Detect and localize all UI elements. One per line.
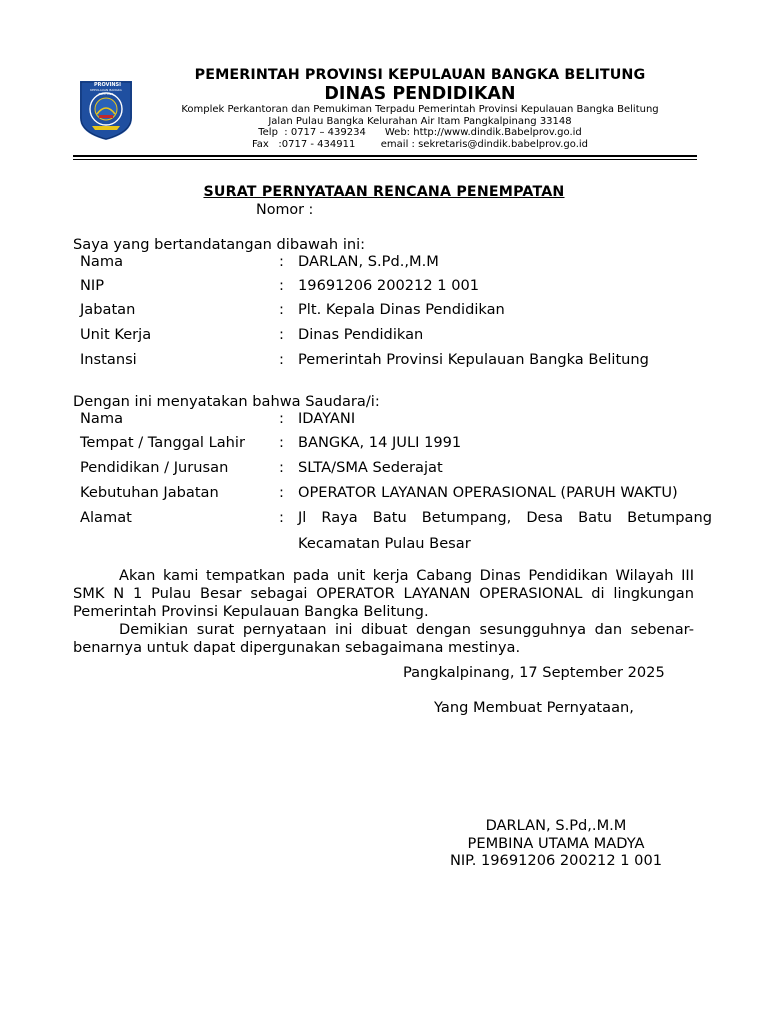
- signer-name-label: Nama: [80, 253, 124, 270]
- colon: :: [279, 410, 284, 427]
- address-line-2: Jalan Pulau Bangka Kelurahan Air Itam Pangkalpinang 33148: [268, 116, 572, 127]
- colon: :: [279, 253, 284, 270]
- signer-unit-label: Unit Kerja: [80, 326, 152, 343]
- signer-position-value: Plt. Kepala Dinas Pendidikan: [298, 301, 505, 318]
- subject-birth-label: Tempat / Tanggal Lahir: [80, 434, 245, 451]
- province-logo: [77, 78, 135, 142]
- signer-institution-label: Instansi: [80, 351, 137, 368]
- document-number: Nomor :: [256, 202, 314, 218]
- subject-position-label: Kebutuhan Jabatan: [80, 484, 219, 501]
- signer-institution-value: Pemerintah Provinsi Kepulauan Bangka Belitung: [298, 351, 649, 368]
- signer-nip-value: 19691206 200212 1 001: [298, 277, 480, 294]
- subject-address-label: Alamat: [80, 509, 132, 526]
- signer-unit-value: Dinas Pendidikan: [298, 326, 424, 343]
- letterhead-rule-thin: [73, 159, 697, 160]
- colon: :: [279, 459, 284, 476]
- subject-address-value-line-2: Kecamatan Pulau Besar: [298, 535, 471, 552]
- address-line-1: Komplek Perkantoran dan Pemukiman Terpadu Pemerintah Provinsi Kepulauan Bangka Belitung: [181, 104, 659, 115]
- signature-caption: Yang Membuat Pernyataan,: [434, 699, 634, 716]
- subject-education-label: Pendidikan / Jurusan: [80, 459, 229, 476]
- signer-intro: Saya yang bertandatangan dibawah ini:: [73, 236, 366, 253]
- government-name: PEMERINTAH PROVINSI KEPULAUAN BANGKA BELITUNG: [194, 67, 646, 83]
- signer-position-label: Jabatan: [80, 301, 136, 318]
- colon: :: [279, 351, 284, 368]
- colon: :: [279, 434, 284, 451]
- closing-statement: Demikian surat pernyataan ini dibuat dengan sesungguhnya dan sebenar-benarnya untuk dapat dipergunakan sebagaimana mestinya.: [73, 621, 694, 656]
- logo-ring-text: KEPULAUAN BANGKA BELITUNG: [90, 88, 122, 96]
- contact-line-1: Telp : 0717 – 439234 Web: http://www.dindik.Babelprov.go.id: [258, 127, 582, 138]
- subject-name-label: Nama: [80, 410, 124, 427]
- signer-nip-label: NIP: [80, 277, 105, 294]
- contact-line-2: Fax :0717 - 434911 email : sekretaris@dindik.babelprov.go.id: [251, 139, 589, 150]
- signer-name: DARLAN, S.Pd,.M.M: [485, 817, 627, 834]
- signer-nip: NIP. 19691206 200212 1 001: [449, 852, 663, 869]
- placement-statement: Akan kami tempatkan pada unit kerja Cabang Dinas Pendidikan Wilayah III SMK N 1 Pulau Besar sebagai OPERATOR LAYANAN OPERASIONAL di lingkungan Pemerintah Provinsi Kepulauan Bangka Belitung.: [73, 567, 694, 620]
- colon: :: [279, 484, 284, 501]
- subject-intro: Dengan ini menyatakan bahwa Saudara/i:: [73, 393, 380, 410]
- subject-name-value: IDAYANI: [298, 410, 356, 427]
- letterhead-rule-thick: [73, 155, 697, 157]
- signature-block: [400, 817, 712, 870]
- subject-position-value: OPERATOR LAYANAN OPERASIONAL (PARUH WAKTU): [298, 484, 678, 501]
- signer-name-value: DARLAN, S.Pd.,M.M: [298, 253, 439, 270]
- colon: :: [279, 509, 284, 526]
- colon: :: [279, 326, 284, 343]
- colon: :: [279, 301, 284, 318]
- subject-address-value: Jl Raya Batu Betumpang, Desa Batu Betumpang: [298, 509, 712, 526]
- subject-birth-value: BANGKA, 14 JULI 1991: [298, 434, 462, 451]
- subject-education-value: SLTA/SMA Sederajat: [298, 459, 443, 476]
- logo-top-text: PROVINSI: [94, 82, 122, 88]
- agency-name: DINAS PENDIDIKAN: [324, 84, 516, 104]
- document-title: SURAT PERNYATAAN RENCANA PENEMPATAN: [203, 184, 565, 200]
- colon: :: [279, 277, 284, 294]
- placement-paragraph: [73, 567, 694, 657]
- signer-rank: PEMBINA UTAMA MADYA: [467, 834, 645, 852]
- place-date: Pangkalpinang, 17 September 2025: [403, 664, 665, 681]
